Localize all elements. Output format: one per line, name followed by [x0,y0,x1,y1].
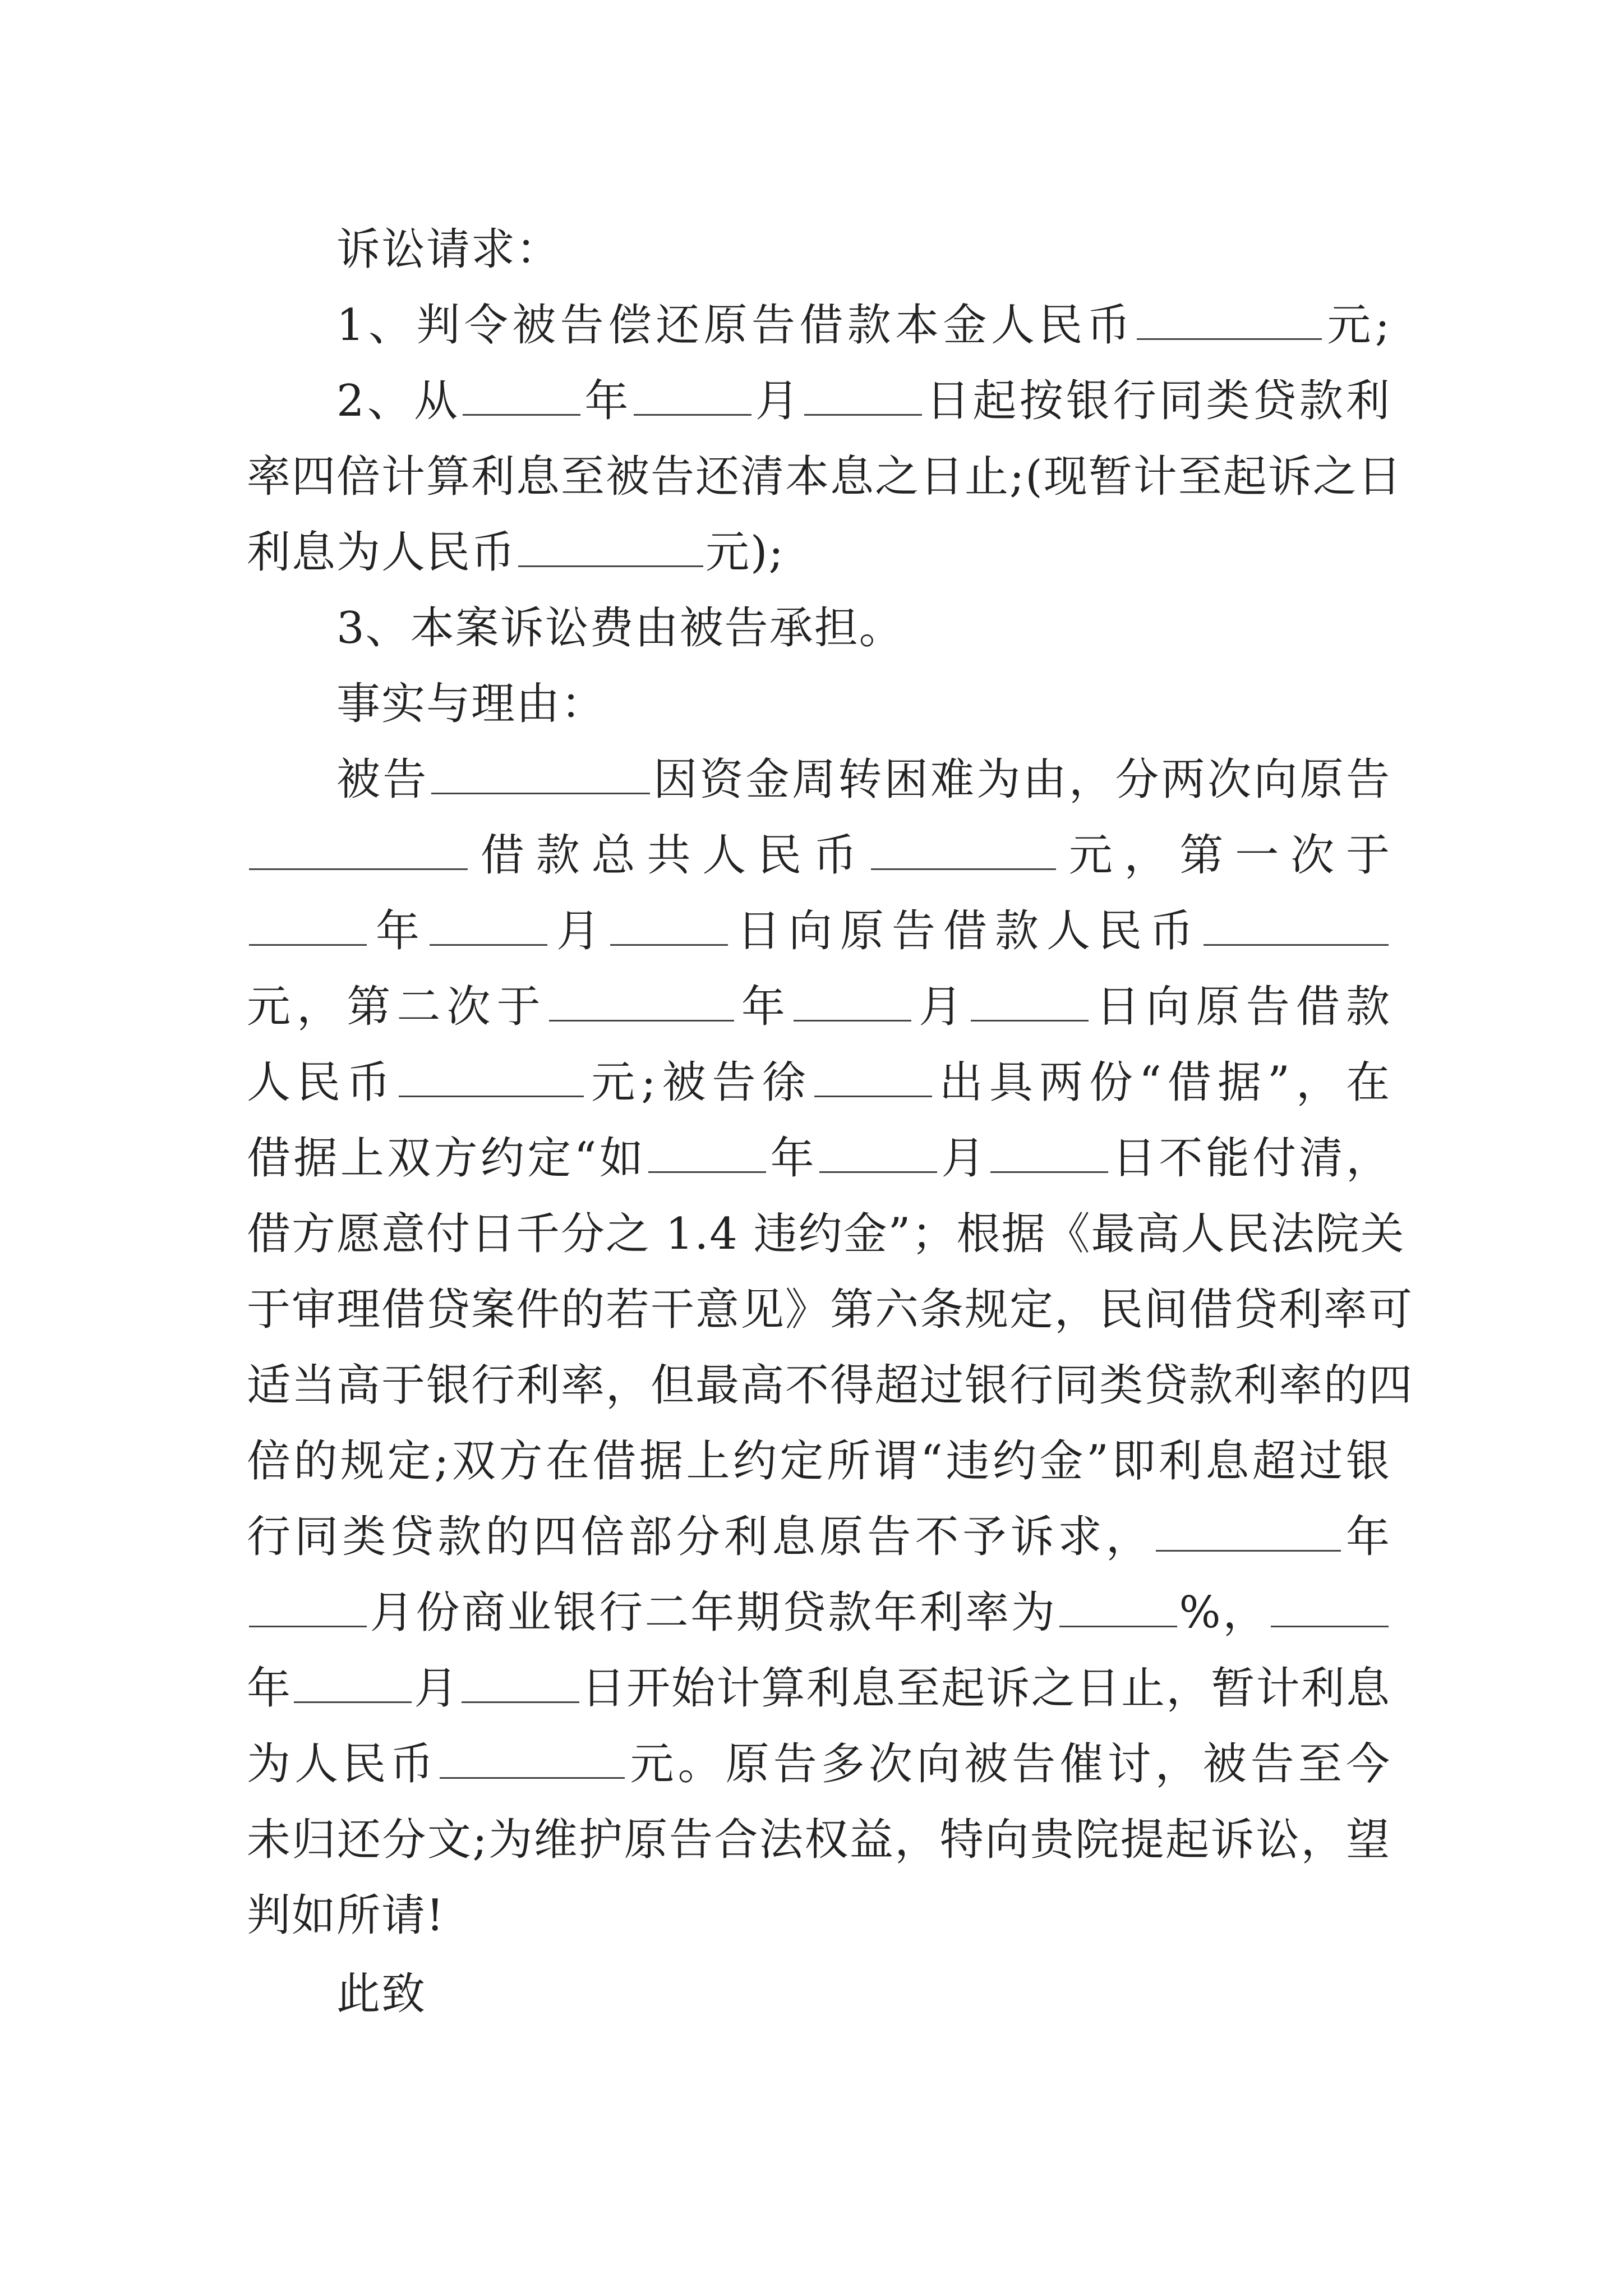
month-blank [634,370,751,416]
facts-line-4: 元，第二次于 年 月 日向原告借款 [247,973,1391,1041]
day-blank [990,1128,1108,1173]
facts-line-5: 人民币 元;被告徐 出具两份“借据”，在 [247,1049,1391,1116]
facts-line-11: 行同类贷款的四倍部分利息原告不予诉求， 年 [247,1503,1391,1571]
month-blank [430,900,547,946]
facts-line-3: 年 月 日向原告借款人民币 [247,898,1391,965]
year-blank [1156,1506,1341,1552]
facts-line-6: 借据上双方约定“如 年 月 日不能付清， [247,1125,1391,1192]
facts-line-13: 年 月 日开始计算利息至起诉之日止，暂计利息 [247,1655,1391,1722]
claim-2-line-3: 利息为人民币 元); [247,519,1391,586]
month-blank [794,976,911,1022]
month-blank [294,1658,412,1703]
amount-blank [518,522,703,567]
amount-blank [440,1733,625,1779]
claim-2-line-2: 率四倍计算利息至被告还清本息之日止;(现暂计至起诉之日 [247,452,1403,502]
name-blank [814,1052,932,1097]
day-blank [804,370,922,416]
name-blank [249,825,468,870]
year-blank [1271,1582,1389,1627]
year-blank [549,976,734,1022]
facts-line-12: 月份商业银行二年期贷款年利率为 %， [247,1579,1391,1646]
facts-line-10: 倍的规定;双方在借据上约定所谓“违约金”即利息超过银 [247,1436,1391,1487]
claims-heading: 诉讼请求： [336,224,561,275]
amount-blank [1204,900,1389,946]
facts-line-8: 于审理借贷案件的若干意见》第六条规定，民间借贷利率可 [247,1285,1414,1335]
name-blank [431,749,650,794]
claim-2-line-1: 2、从 年 月 日起按银行同类贷款利 [336,367,1391,435]
facts-heading: 事实与理由： [336,679,606,729]
facts-line-7: 借方愿意付日千分之 1.4 违约金”；根据《最高人民法院关 [247,1209,1405,1259]
closing: 此致 [336,1969,427,2019]
facts-line-15: 未归还分文;为维护原告合法权益，特向贵院提起诉讼，望 [247,1815,1391,1865]
year-blank [249,900,367,946]
rate-blank [1059,1582,1177,1627]
amount-blank [871,825,1056,870]
amount-blank [399,1052,584,1097]
claim-3: 3、本案诉讼费由被告承担。 [336,603,904,654]
facts-line-1: 被告 因资金周转困难为由，分两次向原告 [336,746,1391,813]
day-blank [610,900,728,946]
claim-1: 1、判令被告偿还原告借款本金人民币 元; [336,292,1391,359]
day-blank [462,1658,579,1703]
facts-line-14: 为人民币 元。原告多次向被告催讨，被告至今 [247,1731,1391,1798]
facts-line-9: 适当高于银行利率，但最高不得超过银行同类贷款利率的四 [247,1360,1414,1411]
month-blank [819,1128,937,1173]
facts-line-2: 借款总共人民币 元，第一次于 [247,822,1391,889]
day-blank [971,976,1089,1022]
year-blank [648,1128,766,1173]
year-blank [463,370,580,416]
month-blank [249,1582,367,1627]
amount-blank [1137,295,1322,340]
facts-line-16: 判如所请! [247,1890,445,1941]
